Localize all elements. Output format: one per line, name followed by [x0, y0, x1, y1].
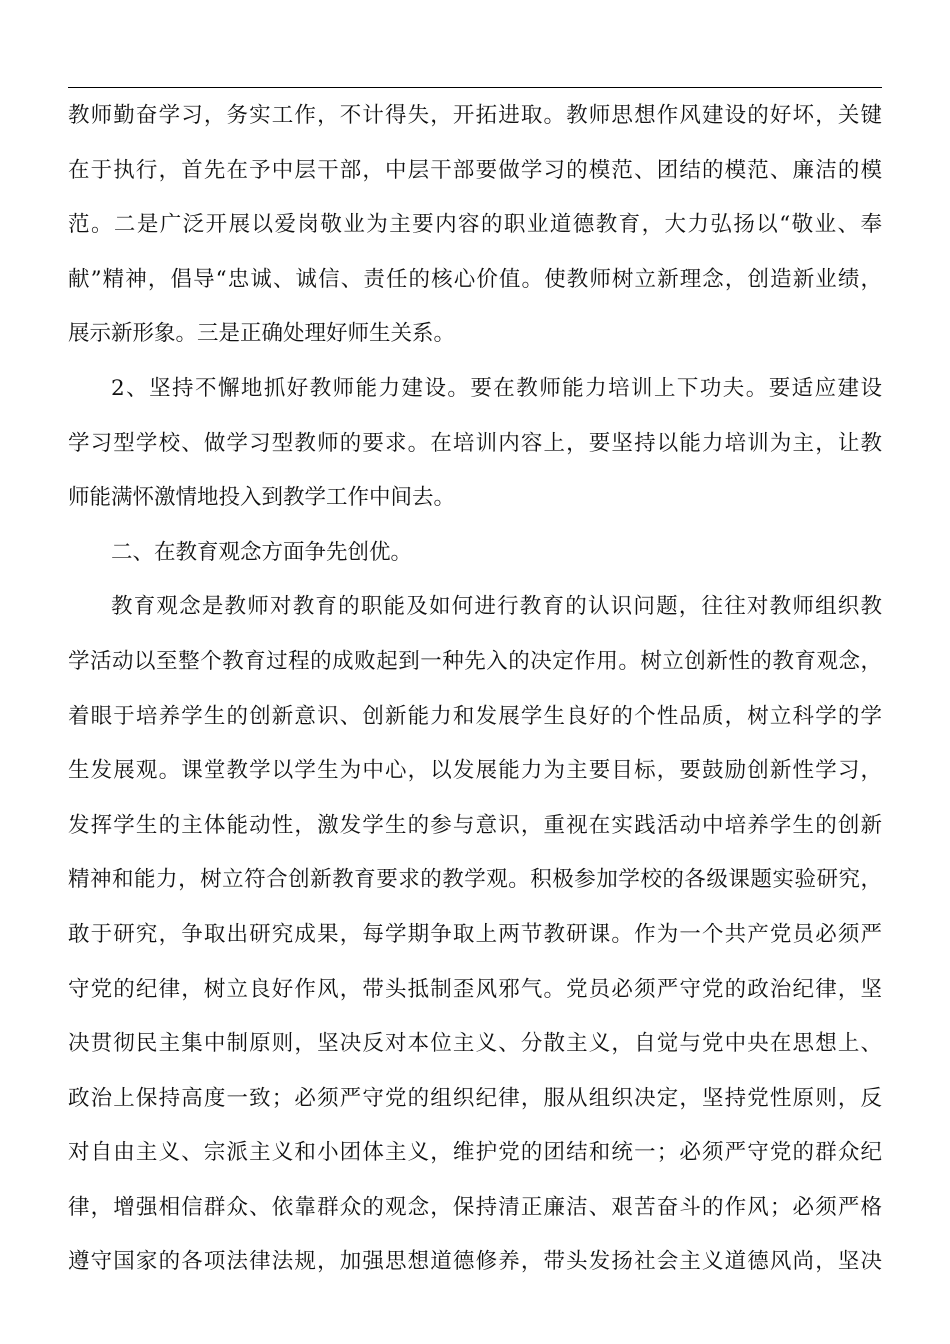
text-line: 律，增强相信群众、依靠群众的观念，保持清正廉洁、艰苦奋斗的作风；必须严格 [68, 1194, 882, 1220]
text-line: 对自由主义、宗派主义和小团体主义，维护党的团结和统一；必须严守党的群众纪 [68, 1140, 882, 1166]
text-line: 范。二是广泛开展以爱岗敬业为主要内容的职业道德教育，大力弘扬以“敬业、奉 [68, 212, 882, 238]
document-body [68, 89, 882, 1290]
text-line: 决贯彻民主集中制原则，坚决反对本位主义、分散主义，自觉与党中央在思想上、 [68, 1031, 882, 1057]
text-line: 生发展观。课堂教学以学生为中心，以发展能力为主要目标，要鼓励创新性学习， [68, 758, 882, 784]
text-line: 在于执行，首先在予中层干部，中层干部要做学习的模范、团结的模范、廉洁的模 [68, 157, 882, 183]
text-line: 师能满怀激情地投入到教学工作中间去。 [68, 485, 456, 511]
text-line: 献”精神，倡导“忠诚、诚信、责任的核心价值。使教师树立新理念，创造新业绩， [68, 266, 882, 292]
text-line: 守党的纪律，树立良好作风，带头抵制歪风邪气。党员必须严守党的政治纪律，坚 [68, 976, 882, 1002]
text-line: 学习型学校、做学习型教师的要求。在培训内容上，要坚持以能力培训为主，让教 [68, 430, 882, 456]
text-line: 学活动以至整个教育过程的成败起到一种先入的决定作用。树立创新性的教育观念， [68, 648, 882, 674]
text-line: 遵守国家的各项法律法规，加强思想道德修养，带头发扬社会主义道德风尚，坚决 [68, 1249, 882, 1275]
paragraph-first-line: 2、坚持不懈地抓好教师能力建设。要在教师能力培训上下功夫。要适应建设 [111, 375, 882, 401]
text-line: 发挥学生的主体能动性，激发学生的参与意识，重视在实践活动中培养学生的创新 [68, 812, 882, 838]
text-line: 精神和能力，树立符合创新教育要求的教学观。积极参加学校的各级课题实验研究， [68, 867, 882, 893]
text-line: 敢于研究，争取出研究成果，每学期争取上两节教研课。作为一个共产党员必须严 [68, 921, 882, 947]
section-heading: 二、在教育观念方面争先创优。 [111, 539, 413, 565]
paragraph-first-line: 教育观念是教师对教育的职能及如何进行教育的认识问题，往往对教师组织教 [111, 594, 882, 620]
text-line: 着眼于培养学生的创新意识、创新能力和发展学生良好的个性品质，树立科学的学 [68, 703, 882, 729]
text-line: 政治上保持高度一致；必须严守党的组织纪律，服从组织决定，坚持党性原则，反 [68, 1085, 882, 1111]
text-line: 教师勤奋学习，务实工作，不计得失，开拓进取。教师思想作风建设的好坏，关键 [68, 103, 882, 128]
header-rule [68, 87, 882, 88]
text-line: 展示新形象。三是正确处理好师生关系。 [68, 321, 456, 347]
